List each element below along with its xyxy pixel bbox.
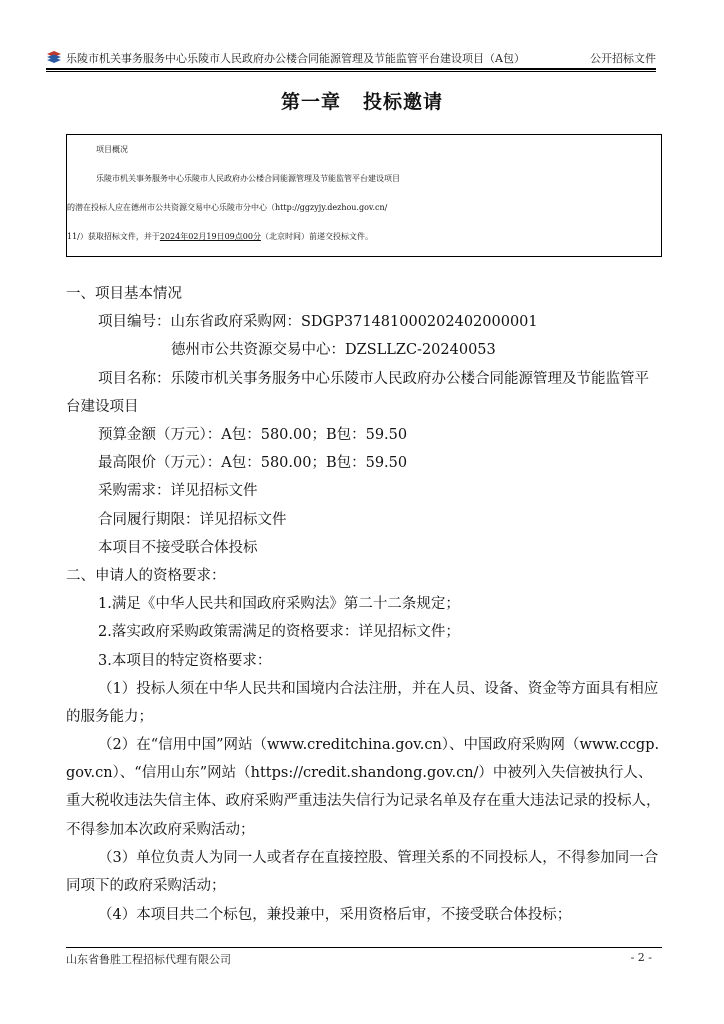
project-number-line-1: 项目编号：山东省政府采购网：SDGP371481000202402000001 <box>98 314 538 330</box>
overview-line-3-post: （北京时间）前递交投标文件。 <box>260 232 373 241</box>
project-number-line-2: 德州市公共资源交易中心：DZSLLZC-20240053 <box>171 342 496 358</box>
consortium-note: 本项目不接受联合体投标 <box>98 540 258 556</box>
budget-amount: 预算金额（万元）：A包：580.00；B包：59.50 <box>98 427 408 443</box>
procurement-requirement: 采购需求：详见招标文件 <box>98 483 258 499</box>
footer-rule <box>66 947 662 948</box>
overview-line-1: 乐陵市机关事务服务中心乐陵市人民政府办公楼合同能源管理及节能监管平台建设项目 <box>96 174 400 183</box>
qualification-item-1: 1.满足《中华人民共和国政府采购法》第二十二条规定； <box>98 596 460 612</box>
page-header <box>46 50 656 67</box>
max-price: 最高限价（万元）：A包：580.00；B包：59.50 <box>98 455 408 471</box>
footer-company: 山东省鲁胜工程招标代理有限公司 <box>66 953 231 966</box>
header-rule-thin <box>46 71 656 72</box>
project-name-line-2: 台建设项目 <box>66 399 139 415</box>
section-1-heading: 一、项目基本情况 <box>66 286 182 302</box>
project-overview-box <box>66 134 662 257</box>
requirement-3-line-2: 同项下的政府采购活动； <box>66 878 226 894</box>
overview-line-2: 的潜在投标人应在德州市公共资源交易中心乐陵市分中心（http://ggzyjy.dezhou.gov.cn/ <box>67 203 388 212</box>
qualification-item-3: 3.本项目的特定资格要求： <box>98 653 272 669</box>
overview-heading: 项目概况 <box>96 145 128 154</box>
chapter-title <box>0 87 724 114</box>
header-doc-type: 公开招标文件 <box>590 52 656 65</box>
submission-deadline: 2024年02月19日09点00分 <box>159 232 261 241</box>
chapter-name: 投标邀请 <box>363 91 444 113</box>
header-rule <box>46 68 656 70</box>
requirement-1-line-2: 的服务能力； <box>66 709 153 725</box>
requirement-2-line-2: gov.cn）、“信用山东”网站（https://credit.shandong.gov.cn/）中被列入失信被执行人、 <box>66 765 653 781</box>
requirement-3-line-1: （3）单位负责人为同一人或者存在直接控股、管理关系的不同投标人，不得参加同一合 <box>98 850 659 866</box>
requirement-2-line-4: 不得参加本次政府采购活动； <box>66 822 255 838</box>
project-name-line-1: 项目名称：乐陵市机关事务服务中心乐陵市人民政府办公楼合同能源管理及节能监管平 <box>98 371 649 387</box>
company-logo-icon <box>46 51 62 65</box>
overview-line-3 <box>67 222 661 251</box>
qualification-item-2: 2.落实政府采购政策需满足的资格要求：详见招标文件； <box>98 624 460 640</box>
requirement-1-line-1: （1）投标人须在中华人民共和国境内合法注册，并在人员、设备、资金等方面具有相应 <box>98 681 659 697</box>
requirement-2-line-3: 重大税收违法失信主体、政府采购严重违法失信行为记录名单及存在重大违法记录的投标人， <box>66 793 661 809</box>
requirement-2-line-1: （2）在“信用中国”网站（www.creditchina.gov.cn）、中国政府采购网（www.ccgp. <box>98 737 660 753</box>
header-project-title: 乐陵市机关事务服务中心乐陵市人民政府办公楼合同能源管理及节能监管平台建设项目（A包） <box>66 52 525 65</box>
page-number: - 2 - <box>630 951 652 964</box>
section-2-heading: 二、申请人的资格要求： <box>66 568 226 584</box>
contract-period: 合同履行期限：详见招标文件 <box>98 512 287 528</box>
chapter-number: 第一章 <box>280 91 341 113</box>
overview-line-3-pre: 11/）获取招标文件，并于 <box>67 232 160 241</box>
requirement-4-line-1: （4）本项目共二个标包，兼投兼中，采用资格后审，不接受联合体投标； <box>98 907 572 923</box>
